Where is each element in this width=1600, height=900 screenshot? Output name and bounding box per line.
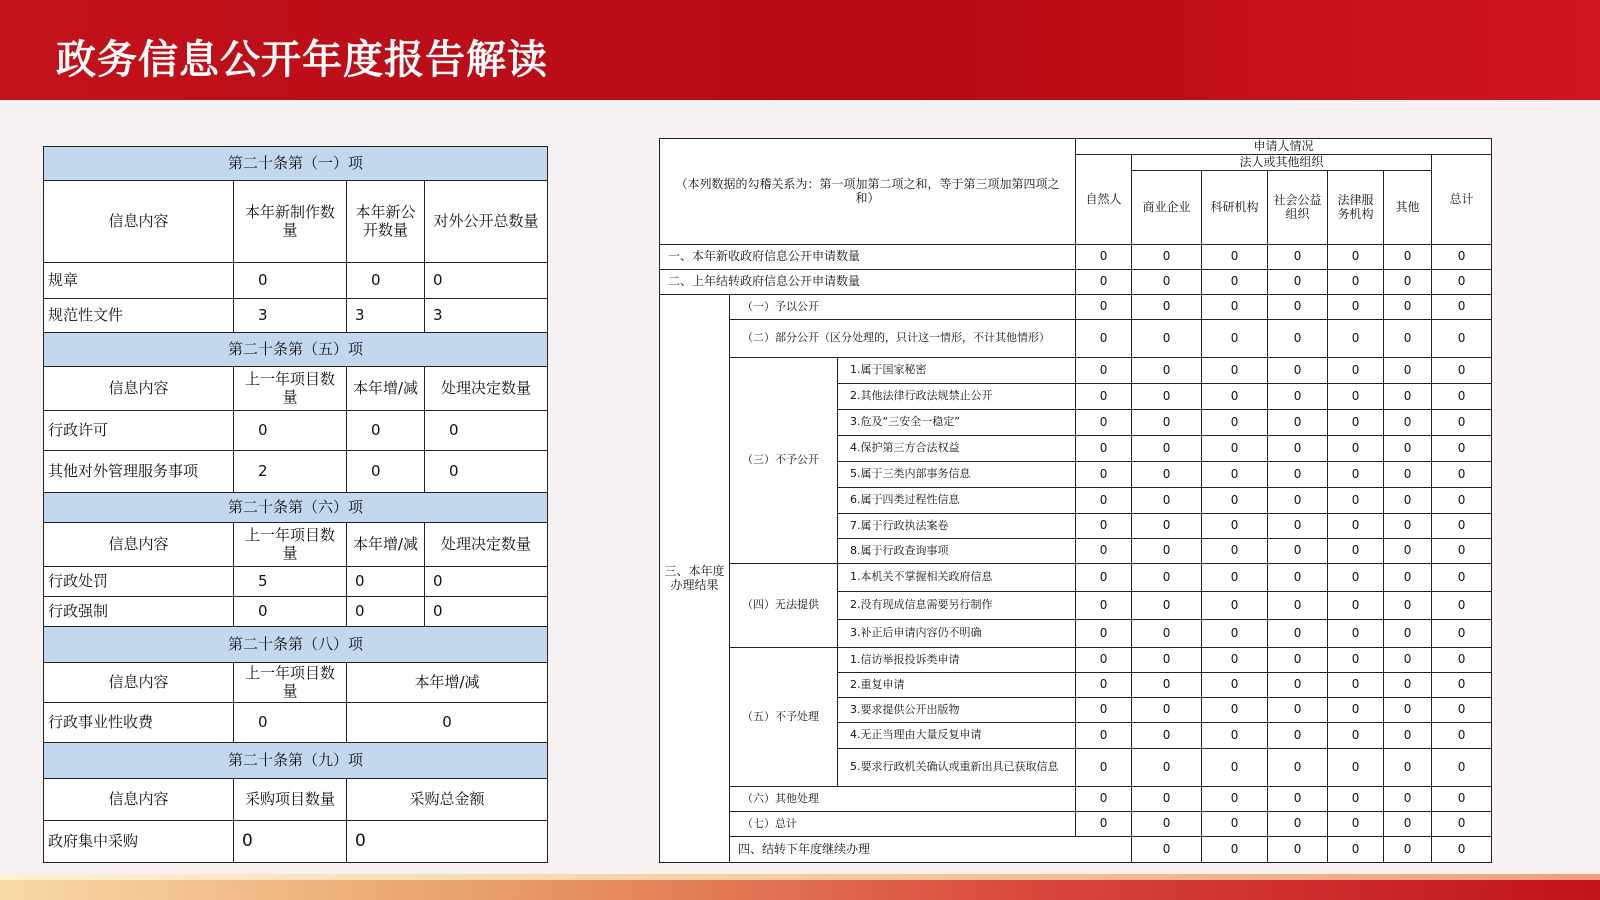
- cell-value: 0: [1076, 749, 1132, 787]
- cell-value: 0: [1432, 436, 1492, 462]
- cell-value: 0: [425, 597, 548, 627]
- row-label: （一）予以公开: [730, 295, 1076, 320]
- table-note: （本列数据的勾稽关系为：第一项加第二项之和，等于第三项加第四项之和）: [660, 139, 1076, 245]
- cell-value: 0: [234, 263, 347, 299]
- cell-value: 0: [1202, 539, 1268, 564]
- cell-value: 0: [1328, 514, 1384, 539]
- cell-value: 0: [1132, 787, 1202, 812]
- table-row: [660, 812, 1492, 837]
- cell-value: 0: [1202, 245, 1268, 270]
- row-label: 8.属于行政查询事项: [838, 539, 1076, 564]
- applicant-header: 申请人情况: [1076, 139, 1492, 155]
- cell-value: 0: [1076, 514, 1132, 539]
- col-header: 本年增/减: [347, 663, 548, 703]
- cell-value: 0: [1432, 592, 1492, 620]
- cell-value: 0: [1076, 812, 1132, 837]
- table-row: [44, 703, 548, 743]
- cell-value: 0: [1328, 812, 1384, 837]
- cell-value: 0: [1432, 320, 1492, 358]
- cell-value: 0: [1132, 723, 1202, 749]
- col-other: 其他: [1384, 171, 1432, 245]
- cell-value: 0: [1268, 245, 1328, 270]
- cell-value: 0: [1328, 295, 1384, 320]
- cell-value: 0: [1268, 295, 1328, 320]
- row-name: 规章: [44, 263, 234, 299]
- cell-value: 0: [1076, 384, 1132, 410]
- col-header: 处理决定数量: [425, 523, 548, 567]
- cell-value: 0: [1328, 673, 1384, 698]
- cell-value: 0: [1384, 648, 1432, 673]
- cell-value: 0: [1132, 564, 1202, 592]
- cell-value: 0: [1132, 320, 1202, 358]
- cell-value: 0: [1268, 462, 1328, 488]
- cell-value: 0: [1202, 812, 1268, 837]
- cell-value: 0: [1384, 462, 1432, 488]
- footer-band: [0, 880, 1600, 900]
- cell-value: 0: [1202, 514, 1268, 539]
- col-header: 本年增/减: [347, 367, 425, 411]
- cell-value: 0: [1384, 488, 1432, 514]
- table-row: [660, 295, 1492, 320]
- cell-value: 0: [1076, 539, 1132, 564]
- table-row: [660, 320, 1492, 358]
- group-label-nohandle: （五）不予处理: [730, 648, 838, 787]
- cell-value: 3: [234, 299, 347, 333]
- row-label: （六）其他处理: [730, 787, 1076, 812]
- cell-value: 0: [1268, 488, 1328, 514]
- col-header-info: 信息内容: [44, 523, 234, 567]
- col-header: 采购项目数量: [234, 779, 347, 821]
- cell-value: 0: [1328, 648, 1384, 673]
- row-label: 2.重复申请: [838, 673, 1076, 698]
- row-name: 其他对外管理服务事项: [44, 451, 234, 493]
- col-header-info: 信息内容: [44, 779, 234, 821]
- cell-value: 0: [1432, 564, 1492, 592]
- cell-value: 0: [1132, 837, 1202, 863]
- cell-value: 0: [1132, 749, 1202, 787]
- cell-value: 0: [1384, 837, 1432, 863]
- cell-value: 0: [1328, 592, 1384, 620]
- cell-value: 0: [1384, 358, 1432, 384]
- section-title-8: 第二十条第（八）项: [44, 627, 548, 663]
- section-title-9: 第二十条第（九）项: [44, 743, 548, 779]
- cell-value: 0: [1384, 787, 1432, 812]
- col-header: 上一年项目数量: [234, 367, 347, 411]
- cell-value: 0: [1202, 564, 1268, 592]
- cell-value: 0: [1384, 749, 1432, 787]
- col-business: 商业企业: [1132, 171, 1202, 245]
- cell-value: 0: [1384, 320, 1432, 358]
- cell-value: 0: [1328, 320, 1384, 358]
- cell-value: 0: [1132, 384, 1202, 410]
- section-title-5: 第二十条第（五）项: [44, 333, 548, 367]
- cell-value: 0: [347, 263, 425, 299]
- cell-value: 0: [347, 451, 425, 493]
- cell-value: 0: [1328, 270, 1384, 295]
- cell-value: 0: [1432, 295, 1492, 320]
- col-header: 上一年项目数量: [234, 663, 347, 703]
- cell-value: 0: [1202, 592, 1268, 620]
- page-title: 政务信息公开年度报告解读: [56, 37, 548, 83]
- table-row: [44, 451, 548, 493]
- cell-value: 0: [1384, 245, 1432, 270]
- cell-value: 0: [1076, 295, 1132, 320]
- cell-value: 0: [1268, 698, 1328, 723]
- group-label-unable: （四）无法提供: [730, 564, 838, 648]
- row-label: 1.属于国家秘密: [838, 358, 1076, 384]
- col-header-info: 信息内容: [44, 367, 234, 411]
- cell-value: 0: [1132, 648, 1202, 673]
- cell-value: 0: [347, 597, 425, 627]
- cell-value: 0: [1132, 488, 1202, 514]
- row-label: 3.补正后申请内容仍不明确: [838, 620, 1076, 648]
- row-label: 6.属于四类过程性信息: [838, 488, 1076, 514]
- cell-value: 0: [1076, 648, 1132, 673]
- cell-value: 0: [1202, 320, 1268, 358]
- row-label: 四、结转下年度继续办理: [730, 837, 1132, 863]
- cell-value: 0: [1268, 320, 1328, 358]
- cell-value: 0: [1132, 270, 1202, 295]
- cell-value: 0: [1432, 673, 1492, 698]
- row-label: 2.其他法律行政法规禁止公开: [838, 384, 1076, 410]
- cell-value: 0: [1268, 410, 1328, 436]
- col-header: 本年新公开数量: [347, 181, 425, 263]
- cell-value: 0: [1268, 787, 1328, 812]
- cell-value: 0: [1076, 620, 1132, 648]
- cell-value: 0: [1432, 749, 1492, 787]
- cell-value: 0: [1384, 384, 1432, 410]
- row-label: 3.要求提供公开出版物: [838, 698, 1076, 723]
- cell-value: 5: [234, 567, 347, 597]
- cell-value: 0: [1384, 539, 1432, 564]
- cell-value: 0: [1132, 514, 1202, 539]
- cell-value: 0: [1202, 673, 1268, 698]
- cell-value: 0: [1202, 787, 1268, 812]
- section-title-1: 第二十条第（一）项: [44, 147, 548, 181]
- cell-value: 0: [1268, 673, 1328, 698]
- col-social: 社会公益组织: [1268, 171, 1328, 245]
- col-research: 科研机构: [1202, 171, 1268, 245]
- cell-value: 0: [1268, 749, 1328, 787]
- cell-value: 0: [1328, 436, 1384, 462]
- cell-value: 0: [1132, 673, 1202, 698]
- cell-value: 0: [1132, 812, 1202, 837]
- cell-value: 0: [1268, 812, 1328, 837]
- cell-value: 0: [1328, 620, 1384, 648]
- legal-header: 法人或其他组织: [1132, 155, 1432, 171]
- cell-value: 0: [1328, 837, 1384, 863]
- cell-value: 0: [1328, 245, 1384, 270]
- row-name: 规范性文件: [44, 299, 234, 333]
- cell-value: 0: [1328, 488, 1384, 514]
- cell-value: 0: [425, 263, 548, 299]
- cell-value: 0: [1328, 384, 1384, 410]
- cell-value: 0: [1384, 410, 1432, 436]
- cell-value: 0: [1076, 410, 1132, 436]
- cell-value: 0: [1432, 245, 1492, 270]
- cell-value: 0: [1076, 592, 1132, 620]
- cell-value: 0: [1268, 564, 1328, 592]
- cell-value: 0: [1076, 245, 1132, 270]
- cell-value: 0: [1132, 698, 1202, 723]
- cell-value: 0: [1328, 358, 1384, 384]
- cell-value: 0: [1268, 436, 1328, 462]
- cell-value: 0: [1432, 723, 1492, 749]
- cell-value: 0: [1268, 358, 1328, 384]
- col-header: 对外公开总数量: [425, 181, 548, 263]
- cell-value: 0: [1268, 592, 1328, 620]
- cell-value: 0: [1202, 410, 1268, 436]
- table-row: [660, 648, 1492, 673]
- cell-value: 0: [1432, 384, 1492, 410]
- cell-value: 0: [1268, 648, 1328, 673]
- cell-value: 0: [1328, 410, 1384, 436]
- cell-value: 0: [1384, 698, 1432, 723]
- cell-value: 0: [1076, 723, 1132, 749]
- cell-value: 0: [1268, 514, 1328, 539]
- cell-value: 0: [1432, 539, 1492, 564]
- cell-value: 0: [1202, 837, 1268, 863]
- cell-value: 0: [1384, 514, 1432, 539]
- cell-value: 0: [1076, 488, 1132, 514]
- row-label: 一、本年新收政府信息公开申请数量: [660, 245, 1076, 270]
- cell-value: 0: [425, 451, 548, 493]
- cell-value: 0: [1384, 812, 1432, 837]
- cell-value: 0: [1132, 592, 1202, 620]
- cell-value: 0: [1328, 749, 1384, 787]
- row-label: 7.属于行政执法案卷: [838, 514, 1076, 539]
- cell-value: 0: [1268, 384, 1328, 410]
- cell-value: 0: [425, 411, 548, 451]
- row-label: 1.信访举报投诉类申请: [838, 648, 1076, 673]
- table-row: [44, 821, 548, 863]
- cell-value: 0: [1076, 358, 1132, 384]
- cell-value: 0: [347, 821, 548, 863]
- cell-value: 0: [1202, 723, 1268, 749]
- table-row: [660, 837, 1492, 863]
- cell-value: 0: [1328, 698, 1384, 723]
- cell-value: 0: [1076, 462, 1132, 488]
- cell-value: 0: [1328, 723, 1384, 749]
- cell-value: 0: [1132, 358, 1202, 384]
- cell-value: 0: [1132, 245, 1202, 270]
- cell-value: 0: [1432, 620, 1492, 648]
- cell-value: 0: [347, 567, 425, 597]
- cell-value: 0: [1202, 295, 1268, 320]
- cell-value: 0: [1328, 539, 1384, 564]
- cell-value: 0: [1076, 436, 1132, 462]
- cell-value: 0: [1268, 270, 1328, 295]
- right-application-table: [659, 138, 1492, 863]
- group-label-results: 三、本年度办理结果: [660, 295, 730, 863]
- cell-value: 0: [1384, 564, 1432, 592]
- col-header: 处理决定数量: [425, 367, 548, 411]
- table-row: [660, 245, 1492, 270]
- row-name: 政府集中采购: [44, 821, 234, 863]
- cell-value: 2: [234, 451, 347, 493]
- cell-value: 0: [1432, 270, 1492, 295]
- cell-value: 0: [1132, 539, 1202, 564]
- cell-value: 0: [1328, 564, 1384, 592]
- cell-value: 0: [1076, 787, 1132, 812]
- cell-value: 0: [234, 411, 347, 451]
- cell-value: 0: [1202, 358, 1268, 384]
- cell-value: 0: [1202, 488, 1268, 514]
- section-title-6: 第二十条第（六）项: [44, 493, 548, 523]
- table-row: [44, 597, 548, 627]
- cell-value: 0: [234, 703, 347, 743]
- cell-value: 0: [1432, 462, 1492, 488]
- cell-value: 0: [1268, 539, 1328, 564]
- row-label: 4.保护第三方合法权益: [838, 436, 1076, 462]
- table-row: [660, 564, 1492, 592]
- cell-value: 0: [1132, 436, 1202, 462]
- cell-value: 0: [1202, 384, 1268, 410]
- cell-value: 0: [1076, 673, 1132, 698]
- cell-value: 0: [1384, 620, 1432, 648]
- cell-value: 0: [1202, 462, 1268, 488]
- cell-value: 0: [1432, 488, 1492, 514]
- table-row: [44, 299, 548, 333]
- cell-value: 0: [1268, 723, 1328, 749]
- table-row: [660, 787, 1492, 812]
- cell-value: 0: [1384, 436, 1432, 462]
- row-name: 行政事业性收费: [44, 703, 234, 743]
- cell-value: 0: [1432, 648, 1492, 673]
- cell-value: 0: [1132, 462, 1202, 488]
- cell-value: 0: [347, 411, 425, 451]
- row-label: 2.没有现成信息需要另行制作: [838, 592, 1076, 620]
- cell-value: 0: [1132, 410, 1202, 436]
- cell-value: 0: [1432, 410, 1492, 436]
- row-name: 行政强制: [44, 597, 234, 627]
- row-label: （二）部分公开（区分处理的，只计这一情形，不计其他情形）: [730, 320, 1076, 358]
- cell-value: 0: [1432, 514, 1492, 539]
- cell-value: 0: [1202, 270, 1268, 295]
- col-total: 总计: [1432, 155, 1492, 245]
- col-header: 采购总金额: [347, 779, 548, 821]
- cell-value: 0: [1328, 462, 1384, 488]
- cell-value: 0: [1384, 270, 1432, 295]
- cell-value: 0: [1132, 620, 1202, 648]
- cell-value: 0: [1384, 295, 1432, 320]
- cell-value: 0: [234, 821, 347, 863]
- row-label: 3.危及“三安全一稳定”: [838, 410, 1076, 436]
- table-row: [44, 263, 548, 299]
- cell-value: 0: [425, 567, 548, 597]
- row-name: 行政许可: [44, 411, 234, 451]
- row-label: 1.本机关不掌握相关政府信息: [838, 564, 1076, 592]
- table-row: [660, 270, 1492, 295]
- left-disclosure-table: [43, 146, 548, 863]
- group-label-notopen: （三）不予公开: [730, 358, 838, 564]
- table-row: [660, 358, 1492, 384]
- cell-value: 0: [1132, 295, 1202, 320]
- row-label: 5.属于三类内部事务信息: [838, 462, 1076, 488]
- cell-value: 0: [1328, 787, 1384, 812]
- row-label: （七）总计: [730, 812, 1076, 837]
- row-label: 4.无正当理由大量反复申请: [838, 723, 1076, 749]
- col-header: 本年增/减: [347, 523, 425, 567]
- table-row: [44, 567, 548, 597]
- cell-value: 0: [1202, 620, 1268, 648]
- cell-value: 0: [1202, 436, 1268, 462]
- cell-value: 0: [1076, 270, 1132, 295]
- row-name: 行政处罚: [44, 567, 234, 597]
- col-header-info: 信息内容: [44, 181, 234, 263]
- cell-value: 0: [1384, 723, 1432, 749]
- cell-value: 0: [1076, 320, 1132, 358]
- cell-value: 0: [1202, 698, 1268, 723]
- cell-value: 0: [1076, 698, 1132, 723]
- table-row: [44, 411, 548, 451]
- cell-value: 0: [1202, 648, 1268, 673]
- col-header: 本年新制作数量: [234, 181, 347, 263]
- col-natural: 自然人: [1076, 155, 1132, 245]
- cell-value: 0: [1432, 837, 1492, 863]
- cell-value: 0: [1384, 673, 1432, 698]
- cell-value: 0: [347, 703, 548, 743]
- cell-value: 3: [347, 299, 425, 333]
- cell-value: 0: [1432, 812, 1492, 837]
- row-label: 5.要求行政机关确认或重新出具已获取信息: [838, 749, 1076, 787]
- cell-value: 0: [1432, 787, 1492, 812]
- cell-value: 0: [234, 597, 347, 627]
- cell-value: 0: [1076, 564, 1132, 592]
- cell-value: 0: [1268, 620, 1328, 648]
- cell-value: 0: [1432, 698, 1492, 723]
- cell-value: 0: [1268, 837, 1328, 863]
- col-header: 上一年项目数量: [234, 523, 347, 567]
- col-law: 法律服务机构: [1328, 171, 1384, 245]
- row-label: 二、上年结转政府信息公开申请数量: [660, 270, 1076, 295]
- cell-value: 0: [1384, 592, 1432, 620]
- cell-value: 0: [1202, 749, 1268, 787]
- cell-value: 0: [1432, 358, 1492, 384]
- col-header-info: 信息内容: [44, 663, 234, 703]
- cell-value: 3: [425, 299, 548, 333]
- header-banner: [0, 0, 1600, 100]
